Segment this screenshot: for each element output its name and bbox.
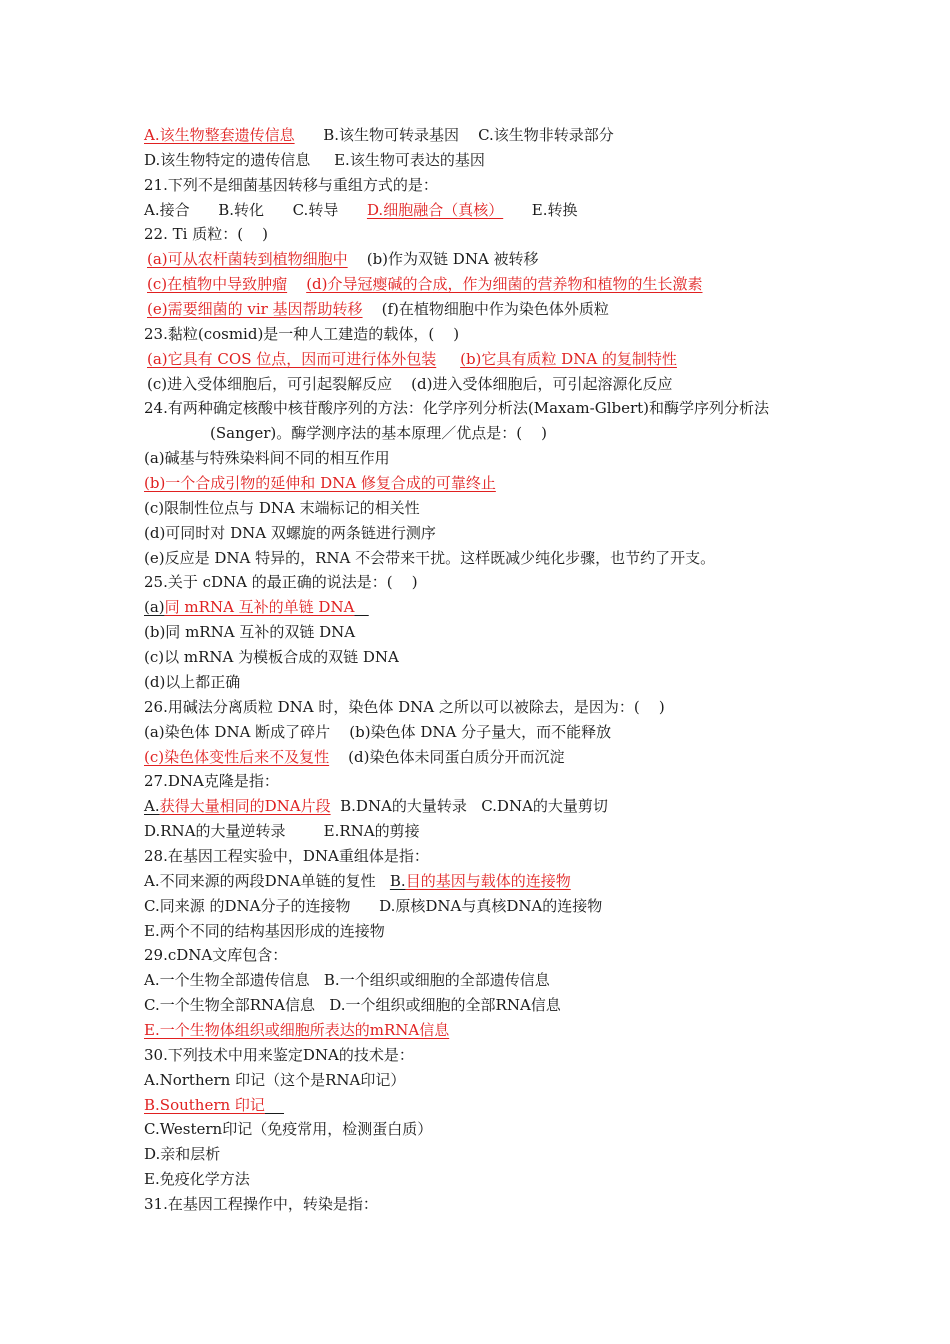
- line-text: (d)以上都正确: [144, 672, 241, 691]
- line-text: A.不同来源的两段DNA单链的复性: [144, 871, 390, 890]
- underlined-text: B.: [389, 871, 406, 890]
- line-text: 30.下列技术中用来鉴定DNA的技术是：: [144, 1045, 414, 1064]
- text-line: [144, 1043, 414, 1068]
- line-text: C.同来源 的DNA分子的连接物 D.原核DNA与真核DNA的连接物: [144, 896, 603, 915]
- text-line: [144, 198, 578, 223]
- text-line: [144, 546, 715, 571]
- line-text: (f)在植物细胞中作为染色体外质粒: [362, 300, 609, 319]
- text-line: [144, 322, 459, 347]
- underlined-text: [265, 1096, 284, 1114]
- text-line: [144, 570, 418, 595]
- answer-text: 同 mRNA 互补的单链 DNA: [164, 598, 355, 617]
- line-text: A.Northern 印记（这个是RNA印记）: [144, 1070, 406, 1089]
- answer-text: (e)需要细菌的 vir 基因帮助转移: [147, 300, 363, 319]
- text-line: [144, 496, 420, 521]
- line-text: E.两个不同的结构基因形成的连接物: [144, 921, 385, 940]
- text-line: [144, 869, 571, 894]
- text-line: [147, 347, 677, 372]
- line-text: (e)反应是 DNA 特异的，RNA 不会带来干扰。这样既减少纯化步骤，也节约了开支。: [144, 548, 716, 567]
- text-line: [144, 695, 665, 720]
- text-line: [144, 894, 602, 919]
- answer-text: A.该生物整套遗传信息: [144, 126, 295, 144]
- text-line: [144, 521, 436, 546]
- line-text: D.RNA的大量逆转录 E.RNA的剪接: [144, 822, 420, 841]
- text-line: [144, 844, 429, 869]
- answer-text: (b)一个合成引物的延伸和 DNA 修复合成的可靠终止: [144, 474, 496, 493]
- answer-text: D.细胞融合（真核）: [366, 200, 504, 219]
- answer-text: E.一个生物体组织或细胞所表达的mRNA信息: [144, 1020, 450, 1039]
- line-text: C.一个生物全部RNA信息 D.一个组织或细胞的全部RNA信息: [144, 996, 561, 1015]
- text-line: [144, 745, 565, 770]
- answer-text: (c)染色体变性后来不及复性: [144, 747, 330, 766]
- text-line: [144, 1142, 220, 1167]
- text-line: [144, 769, 279, 794]
- answer-text: 获得大量相同的DNA片段: [159, 797, 331, 816]
- text-line: [144, 943, 287, 968]
- answer-text: (c)在植物中导致肿瘤: [147, 275, 288, 294]
- line-text: 26.用碱法分离质粒 DNA 时，染色体 DNA 之所以可以被除去，是因为：( ): [144, 697, 665, 716]
- line-text: A.接合 B.转化 C.转导: [144, 200, 367, 219]
- line-text: D.该生物特定的遗传信息 E.该生物可表达的基因: [144, 150, 485, 169]
- answer-text: (d)介导冠瘿碱的合成，作为细菌的营养物和植物的生长激素: [306, 275, 703, 294]
- text-line: [144, 1167, 250, 1192]
- line-text: (d)可同时对 DNA 双螺旋的两条链进行测序: [144, 523, 436, 542]
- text-line: [144, 670, 240, 695]
- line-text: [436, 350, 460, 368]
- text-line: [144, 222, 268, 247]
- line-text: 31.在基因工程操作中，转染是指：: [144, 1194, 378, 1213]
- line-text: 23.黏粒(cosmid)是一种人工建造的载体，( ): [144, 324, 460, 343]
- text-line: [210, 421, 547, 446]
- answer-text: (a)可从农杆菌转到植物细胞中: [147, 250, 348, 269]
- text-line: [144, 620, 355, 645]
- line-text: 22. Ti 质粒：( ): [144, 225, 268, 244]
- line-text: (c)以 mRNA 为模板合成的双链 DNA: [144, 648, 399, 667]
- text-line: [144, 446, 390, 471]
- text-line: [144, 993, 561, 1018]
- line-text: (a)碱基与特殊染料间不同的相互作用: [144, 449, 390, 468]
- text-line: [144, 1093, 284, 1118]
- line-text: [287, 275, 306, 293]
- text-line: [144, 645, 399, 670]
- line-text: E.免疫化学方法: [144, 1170, 250, 1189]
- line-text: D.亲和层析: [144, 1145, 221, 1164]
- line-text: (a)染色体 DNA 断成了碎片 (b)染色体 DNA 分子量大，而不能释放: [144, 722, 612, 741]
- text-line: [144, 919, 385, 944]
- text-line: [144, 396, 769, 421]
- text-line: [144, 1117, 432, 1142]
- text-line: [144, 471, 496, 496]
- line-text: 25.关于 cDNA 的最正确的说法是：( ): [144, 573, 418, 592]
- line-text: (c)进入受体细胞后，可引起裂解反应 (d)进入受体细胞后，可引起溶源化反应: [147, 374, 673, 393]
- line-text: (b)作为双链 DNA 被转移: [347, 250, 539, 269]
- line-text: 21.下列不是细菌基因转移与重组方式的是：: [144, 175, 438, 194]
- line-text: 28.在基因工程实验中，DNA重组体是指：: [144, 846, 429, 865]
- line-text: C.Western印记（免疫常用，检测蛋白质）: [144, 1120, 433, 1139]
- underlined-text: [354, 598, 368, 616]
- answer-text: 目的基因与载体的连接物: [405, 871, 571, 890]
- line-text: (c)限制性位点与 DNA 末端标记的相关性: [144, 498, 420, 517]
- line-text: A.一个生物全部遗传信息 B.一个组织或细胞的全部遗传信息: [144, 971, 550, 990]
- line-text: B.该生物可转录基因 C.该生物非转录部分: [294, 126, 614, 144]
- line-text: B.DNA的大量转录 C.DNA的大量剪切: [330, 797, 608, 816]
- answer-text: B.Southern 印记: [144, 1095, 265, 1114]
- text-line: [144, 148, 485, 173]
- text-line: [144, 720, 611, 745]
- text-line: [144, 794, 608, 819]
- underlined-text: (a): [144, 598, 165, 617]
- text-line: [144, 819, 420, 844]
- text-line: [144, 968, 550, 993]
- underlined-text: A.: [144, 797, 160, 816]
- line-text: E.转换: [503, 200, 578, 219]
- text-line: [144, 123, 614, 148]
- text-line: [144, 1018, 449, 1043]
- text-line: [144, 173, 438, 198]
- answer-text: (b)它具有质粒 DNA 的复制特性: [460, 349, 677, 368]
- line-text: 24.有两种确定核酸中核苷酸序列的方法：化学序列分析法(Maxam-Glbert)和酶学序列分析法: [144, 399, 770, 418]
- line-text: (d)染色体未同蛋白质分开而沉淀: [329, 747, 565, 766]
- text-line: [147, 247, 539, 272]
- text-line: [147, 297, 609, 322]
- text-line: [144, 1192, 378, 1217]
- line-text: (b)同 mRNA 互补的双链 DNA: [144, 623, 356, 642]
- text-line: [147, 372, 673, 397]
- line-text: 29.cDNA文库包含：: [144, 946, 288, 965]
- line-text: (Sanger)。酶学测序法的基本原理／优点是：( ): [210, 424, 548, 443]
- line-text: 27.DNA克隆是指：: [144, 772, 279, 791]
- text-line: [147, 272, 703, 297]
- text-line: [144, 1068, 405, 1093]
- text-line: [144, 595, 369, 620]
- answer-text: (a)它具有 COS 位点，因而可进行体外包装: [147, 349, 437, 368]
